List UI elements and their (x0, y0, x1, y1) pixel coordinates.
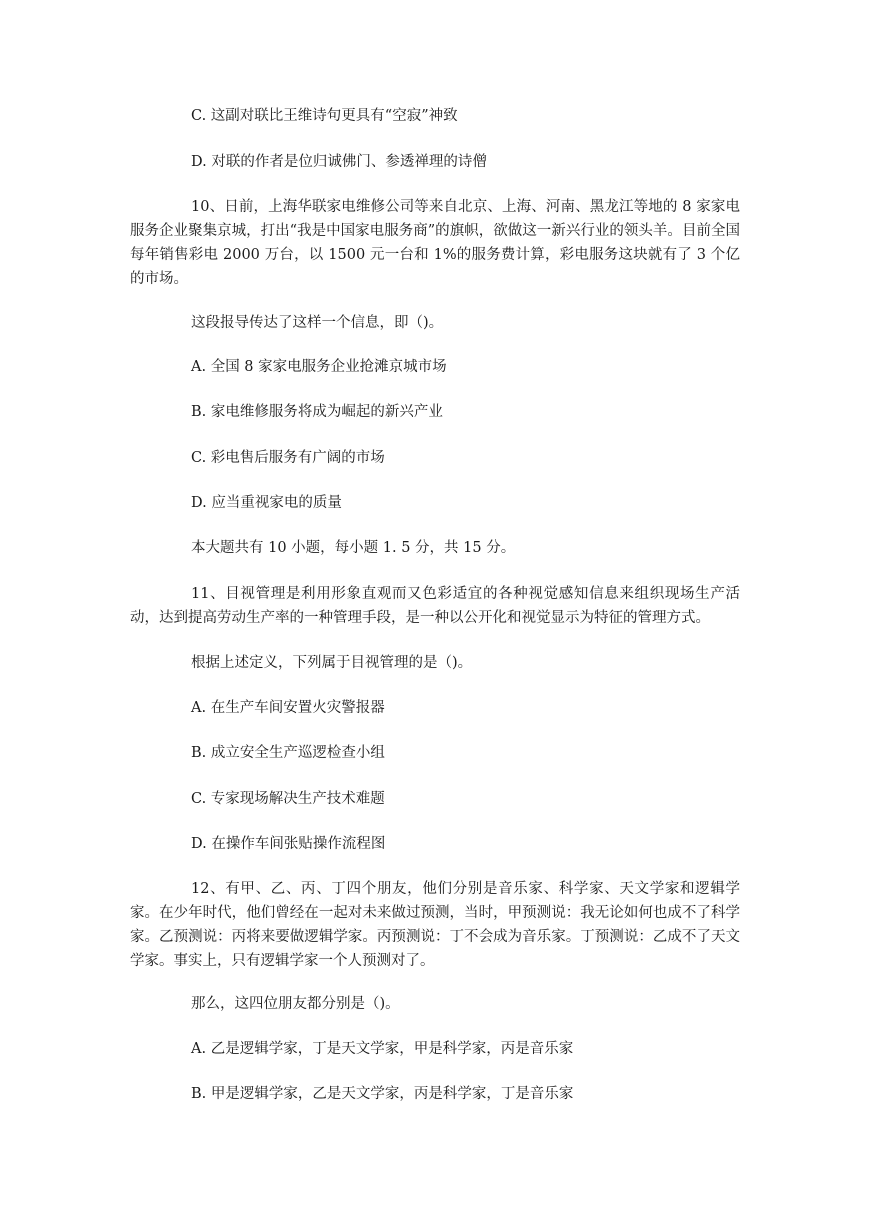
option-q9-c: C. 这副对联比王维诗句更具有“空寂”神致 (191, 108, 458, 124)
option-q10-c: C. 彩电售后服务有广阔的市场 (191, 450, 385, 466)
question-12-passage: 12、有甲、乙、丙、丁四个朋友，他们分别是音乐家、科学家、天文学家和逻辑学家。在少年时代，他们曾经在一起对未来做过预测，当时，甲预测说：我无论如何也成不了科学家。乙预测说：丙将来要做逻辑学家。丙预测说：丁不会成为音乐家。丁预测说：乙成不了天文学家。事实上，只有逻辑学家一个人预测对了。 (130, 881, 740, 969)
section-instructions: 本大题共有 10 小题，每小题 1. 5 分，共 15 分。 (191, 540, 516, 556)
option-q11-a: A. 在生产车间安置火灾警报器 (191, 700, 385, 716)
option-q10-d: D. 应当重视家电的质量 (191, 495, 342, 511)
question-10-passage: 10、日前，上海华联家电维修公司等来自北京、上海、河南、黑龙江等地的 8 家家电服务企业聚集京城，打出“我是中国家电服务商”的旗帜，欲做这一新兴行业的领头羊。目前全国每年销售彩电 2000 万台，以 1500 元一台和 1%的服务费计算，彩电服务这块就有了 3 个亿的市场。 (130, 199, 740, 287)
question-10-stem: 这段报导传达了这样一个信息，即（)。 (191, 315, 444, 331)
question-11-stem: 根据上述定义，下列属于目视管理的是（)。 (191, 655, 473, 671)
option-q9-d: D. 对联的作者是位归诚佛门、参透禅理的诗僧 (191, 154, 487, 170)
option-q12-b: B. 甲是逻辑学家，乙是天文学家，丙是科学家，丁是音乐家 (191, 1086, 574, 1102)
option-q11-d: D. 在操作车间张贴操作流程图 (191, 836, 386, 852)
option-q10-a: A. 全国 8 家家电服务企业抢滩京城市场 (191, 359, 447, 375)
option-q10-b: B. 家电维修服务将成为崛起的新兴产业 (191, 404, 443, 420)
option-q12-a: A. 乙是逻辑学家，丁是天文学家，甲是科学家，丙是音乐家 (191, 1041, 574, 1057)
question-11-passage: 11、目视管理是利用形象直观而又色彩适宜的各种视觉感知信息来组织现场生产活动，达到提高劳动生产率的一种管理手段，是一种以公开化和视觉显示为特征的管理方式。 (130, 586, 740, 626)
option-q11-b: B. 成立安全生产巡逻检查小组 (191, 745, 385, 761)
option-q11-c: C. 专家现场解决生产技术难题 (191, 791, 385, 807)
question-12-stem: 那么，这四位朋友都分别是（)。 (191, 996, 400, 1012)
